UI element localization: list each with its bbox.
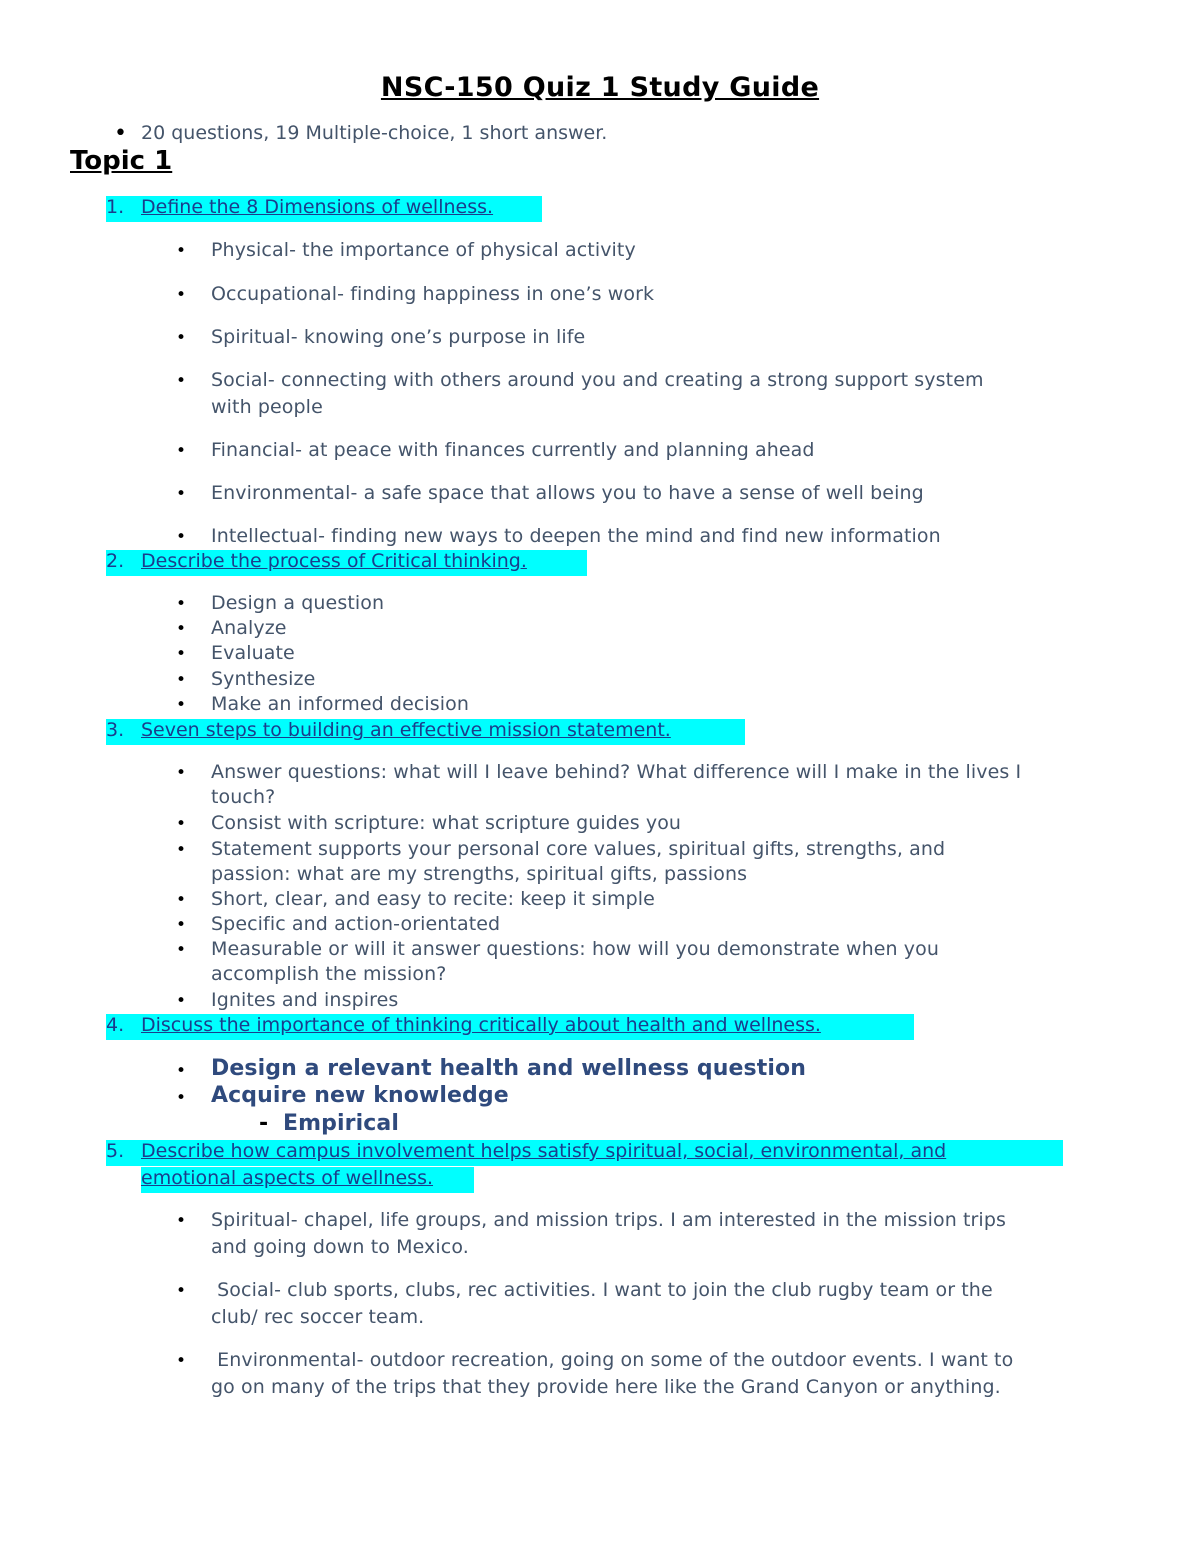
question-3 — [106, 719, 745, 745]
list-item: Answer questions: what will I leave behind? What difference will I make in the lives I — [211, 761, 1022, 783]
list-item: Acquire new knowledge — [211, 1083, 509, 1108]
list-item-continuation: club/ rec soccer team. — [211, 1306, 425, 1328]
question-text: Discuss the importance of thinking critically about health and wellness. — [141, 1014, 821, 1036]
bullet-icon: • — [176, 527, 187, 547]
list-item: Physical- the importance of physical activity — [211, 239, 636, 261]
list-item: Environmental- a safe space that allows you to have a sense of well being — [211, 482, 924, 504]
bullet-icon: • — [176, 594, 187, 614]
bullet-icon: • — [176, 1211, 187, 1231]
bullet-icon: • — [176, 328, 187, 348]
bullet-icon: • — [176, 670, 187, 690]
list-item: Consist with scripture: what scripture guides you — [211, 812, 682, 834]
question-text: Seven steps to building an effective mission statement. — [141, 719, 671, 741]
list-item-continuation: with people — [211, 396, 323, 418]
list-item-continuation: and going down to Mexico. — [211, 1236, 469, 1258]
bullet-icon: • — [176, 763, 187, 783]
list-item: Synthesize — [211, 668, 316, 690]
list-item: Measurable or will it answer questions: how will you demonstrate when you — [211, 938, 940, 960]
list-item: Social- club sports, clubs, rec activities. I want to join the club rugby team or the — [211, 1279, 993, 1301]
list-item: Short, clear, and easy to recite: keep it simple — [211, 888, 655, 910]
bullet-icon: • — [176, 371, 187, 391]
list-item-continuation: touch? — [211, 786, 276, 808]
bullet-icon: • — [176, 1351, 187, 1371]
bullet-icon: • — [176, 441, 187, 461]
bullet-icon: • — [176, 1088, 187, 1108]
list-item: Evaluate — [211, 642, 295, 664]
page-title: NSC-150 Quiz 1 Study Guide — [380, 72, 820, 103]
bullet-icon: • — [176, 484, 187, 504]
question-number: 4. — [106, 1014, 125, 1036]
intro-text: 20 questions, 19 Multiple-choice, 1 short answer. — [141, 122, 608, 144]
list-item: Analyze — [211, 617, 287, 639]
bullet-icon: • — [176, 840, 187, 860]
list-item: Ignites and inspires — [211, 989, 399, 1011]
question-number: 3. — [106, 719, 125, 741]
question-text-continuation: emotional aspects of wellness. — [141, 1167, 474, 1193]
list-item: Design a question — [211, 592, 385, 614]
list-item: Financial- at peace with finances currently and planning ahead — [211, 439, 815, 461]
list-item-continuation: passion: what are my strengths, spiritual gifts, passions — [211, 863, 748, 885]
bullet-icon: • — [114, 121, 127, 146]
list-item-continuation: go on many of the trips that they provide here like the Grand Canyon or anything. — [211, 1376, 1001, 1398]
question-number: 1. — [106, 196, 125, 218]
list-item: Intellectual- finding new ways to deepen the mind and find new information — [211, 525, 941, 547]
bullet-icon: • — [176, 1061, 187, 1081]
bullet-icon: • — [176, 890, 187, 910]
bullet-icon: • — [176, 285, 187, 305]
list-item: Statement supports your personal core values, spiritual gifts, strengths, and — [211, 838, 946, 860]
question-text: Describe the process of Critical thinking. — [141, 550, 527, 572]
bullet-icon: • — [176, 991, 187, 1011]
bullet-icon: • — [176, 695, 187, 715]
question-1 — [106, 196, 542, 222]
list-item: Occupational- finding happiness in one’s work — [211, 283, 655, 305]
list-item: Environmental- outdoor recreation, going on some of the outdoor events. I want to — [211, 1349, 1014, 1371]
bullet-icon: • — [176, 814, 187, 834]
bullet-icon: • — [176, 1281, 187, 1301]
bullet-icon: • — [176, 241, 187, 261]
question-number: 5. — [106, 1140, 141, 1166]
question-text: Define the 8 Dimensions of wellness. — [141, 196, 494, 218]
sub-list-item: Empirical — [283, 1111, 399, 1136]
bullet-icon: • — [176, 915, 187, 935]
list-item: Spiritual- knowing one’s purpose in life — [211, 326, 586, 348]
bullet-icon: • — [176, 619, 187, 639]
list-item: Specific and action-orientated — [211, 913, 501, 935]
list-item: Make an informed decision — [211, 693, 470, 715]
list-item-continuation: accomplish the mission? — [211, 963, 447, 985]
question-4 — [106, 1014, 914, 1040]
question-text: Describe how campus involvement helps satisfy spiritual, social, environmental, and — [141, 1140, 1063, 1166]
dash-icon: - — [259, 1111, 269, 1136]
bullet-icon: • — [176, 644, 187, 664]
question-2 — [106, 550, 587, 576]
bullet-icon: • — [176, 940, 187, 960]
topic-heading: Topic 1 — [70, 146, 173, 176]
list-item: Design a relevant health and wellness question — [211, 1056, 806, 1081]
list-item: Spiritual- chapel, life groups, and mission trips. I am interested in the mission trips — [211, 1209, 1006, 1231]
list-item: Social- connecting with others around you and creating a strong support system — [211, 369, 984, 391]
question-number: 2. — [106, 550, 125, 572]
